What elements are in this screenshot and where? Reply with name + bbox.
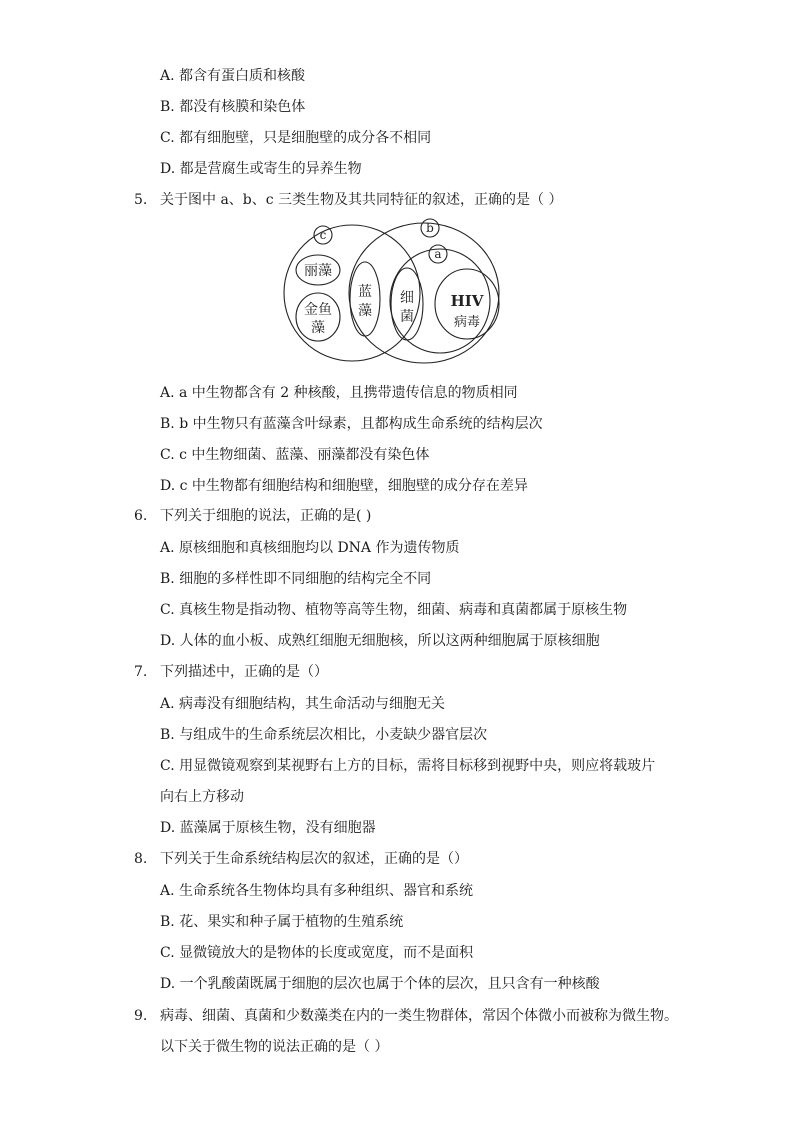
lanzao-text-2: 藻 <box>358 303 372 319</box>
option-a: A. a 中生物都含有 2 种核酸，且携带遗传信息的物质相同 <box>160 385 518 401</box>
lizao-text: 丽藻 <box>304 263 332 279</box>
question-8 <box>0 849 793 869</box>
question-text: 下列关于生命系统结构层次的叙述，正确的是（） <box>160 851 468 867</box>
hiv-text: HIV <box>450 292 484 310</box>
question-text: 下列关于细胞的说法，正确的是( ) <box>160 508 372 524</box>
xijun-text-1: 细 <box>400 290 414 306</box>
label-c: c <box>319 228 327 242</box>
label-a: a <box>434 247 442 261</box>
option-a: A. 病毒没有细胞结构，其生命活动与细胞无关 <box>160 696 446 712</box>
option-c: C. 都有细胞壁，只是细胞壁的成分各不相同 <box>160 130 432 146</box>
question-text-continuation: 以下关于微生物的说法正确的是（ ） <box>160 1039 389 1055</box>
option-c: C. 显微镜放大的是物体的长度或宽度，而不是面积 <box>160 945 474 961</box>
option-a: A. 都含有蛋白质和核酸 <box>160 68 306 84</box>
question-5 <box>0 190 793 210</box>
option-b: B. 细胞的多样性即不同细胞的结构完全不同 <box>160 571 432 587</box>
option-d: D. 蓝藻属于原核生物，没有细胞器 <box>160 820 376 836</box>
option-c: C. 用显微镜观察到某视野右上方的目标，需将目标移到视野中央，则应将载玻片 <box>160 758 656 774</box>
option-d: D. 一个乳酸菌既属于细胞的层次也属于个体的层次，且只含有一种核酸 <box>160 976 600 992</box>
venn-diagram <box>280 218 506 368</box>
jinyu-text-2: 藻 <box>311 320 325 336</box>
question-number: 5. <box>134 192 148 208</box>
question-text: 下列描述中，正确的是（） <box>160 664 328 680</box>
option-d: D. 人体的血小板、成熟红细胞无细胞核，所以这两种细胞属于原核细胞 <box>160 633 600 649</box>
question-number: 7. <box>134 664 148 680</box>
question-number: 9. <box>134 1008 148 1024</box>
option-c: C. c 中生物细菌、蓝藻、丽藻都没有染色体 <box>160 447 430 463</box>
xijun-text-2: 菌 <box>400 309 414 325</box>
option-c-continuation: 向右上方移动 <box>160 789 244 805</box>
question-text: 关于图中 a、b、c 三类生物及其共同特征的叙述，正确的是（ ） <box>160 192 563 208</box>
option-d: D. c 中生物都有细胞结构和细胞壁，细胞壁的成分存在差异 <box>160 478 528 494</box>
question-7 <box>0 662 793 682</box>
question-number: 6. <box>134 508 148 524</box>
option-a: A. 生命系统各生物体均具有多种组织、器官和系统 <box>160 883 474 899</box>
label-b: b <box>426 221 434 235</box>
lanzao-text-1: 蓝 <box>358 284 372 300</box>
question-text: 病毒、细菌、真菌和少数藻类在内的一类生物群体，常因个体微小而被称为微生物。 <box>160 1008 678 1024</box>
option-c: C. 真核生物是指动物、植物等高等生物，细菌、病毒和真菌都属于原核生物 <box>160 602 628 618</box>
option-b: B. 花、果实和种子属于植物的生殖系统 <box>160 914 404 930</box>
option-b: B. 与组成牛的生命系统层次相比，小麦缺少器官层次 <box>160 727 488 743</box>
jinyu-text-1: 金鱼 <box>304 302 332 318</box>
option-b: B. 都没有核膜和染色体 <box>160 99 306 115</box>
option-d: D. 都是营腐生或寄生的异养生物 <box>160 161 362 177</box>
option-b: B. b 中生物只有蓝藻含叶绿素，且都构成生命系统的结构层次 <box>160 416 543 432</box>
bingdu-text: 病毒 <box>453 315 481 330</box>
question-6 <box>0 506 793 526</box>
question-number: 8. <box>134 851 148 867</box>
option-a: A. 原核细胞和真核细胞均以 DNA 作为遗传物质 <box>160 540 460 556</box>
question-9 <box>0 1006 793 1026</box>
